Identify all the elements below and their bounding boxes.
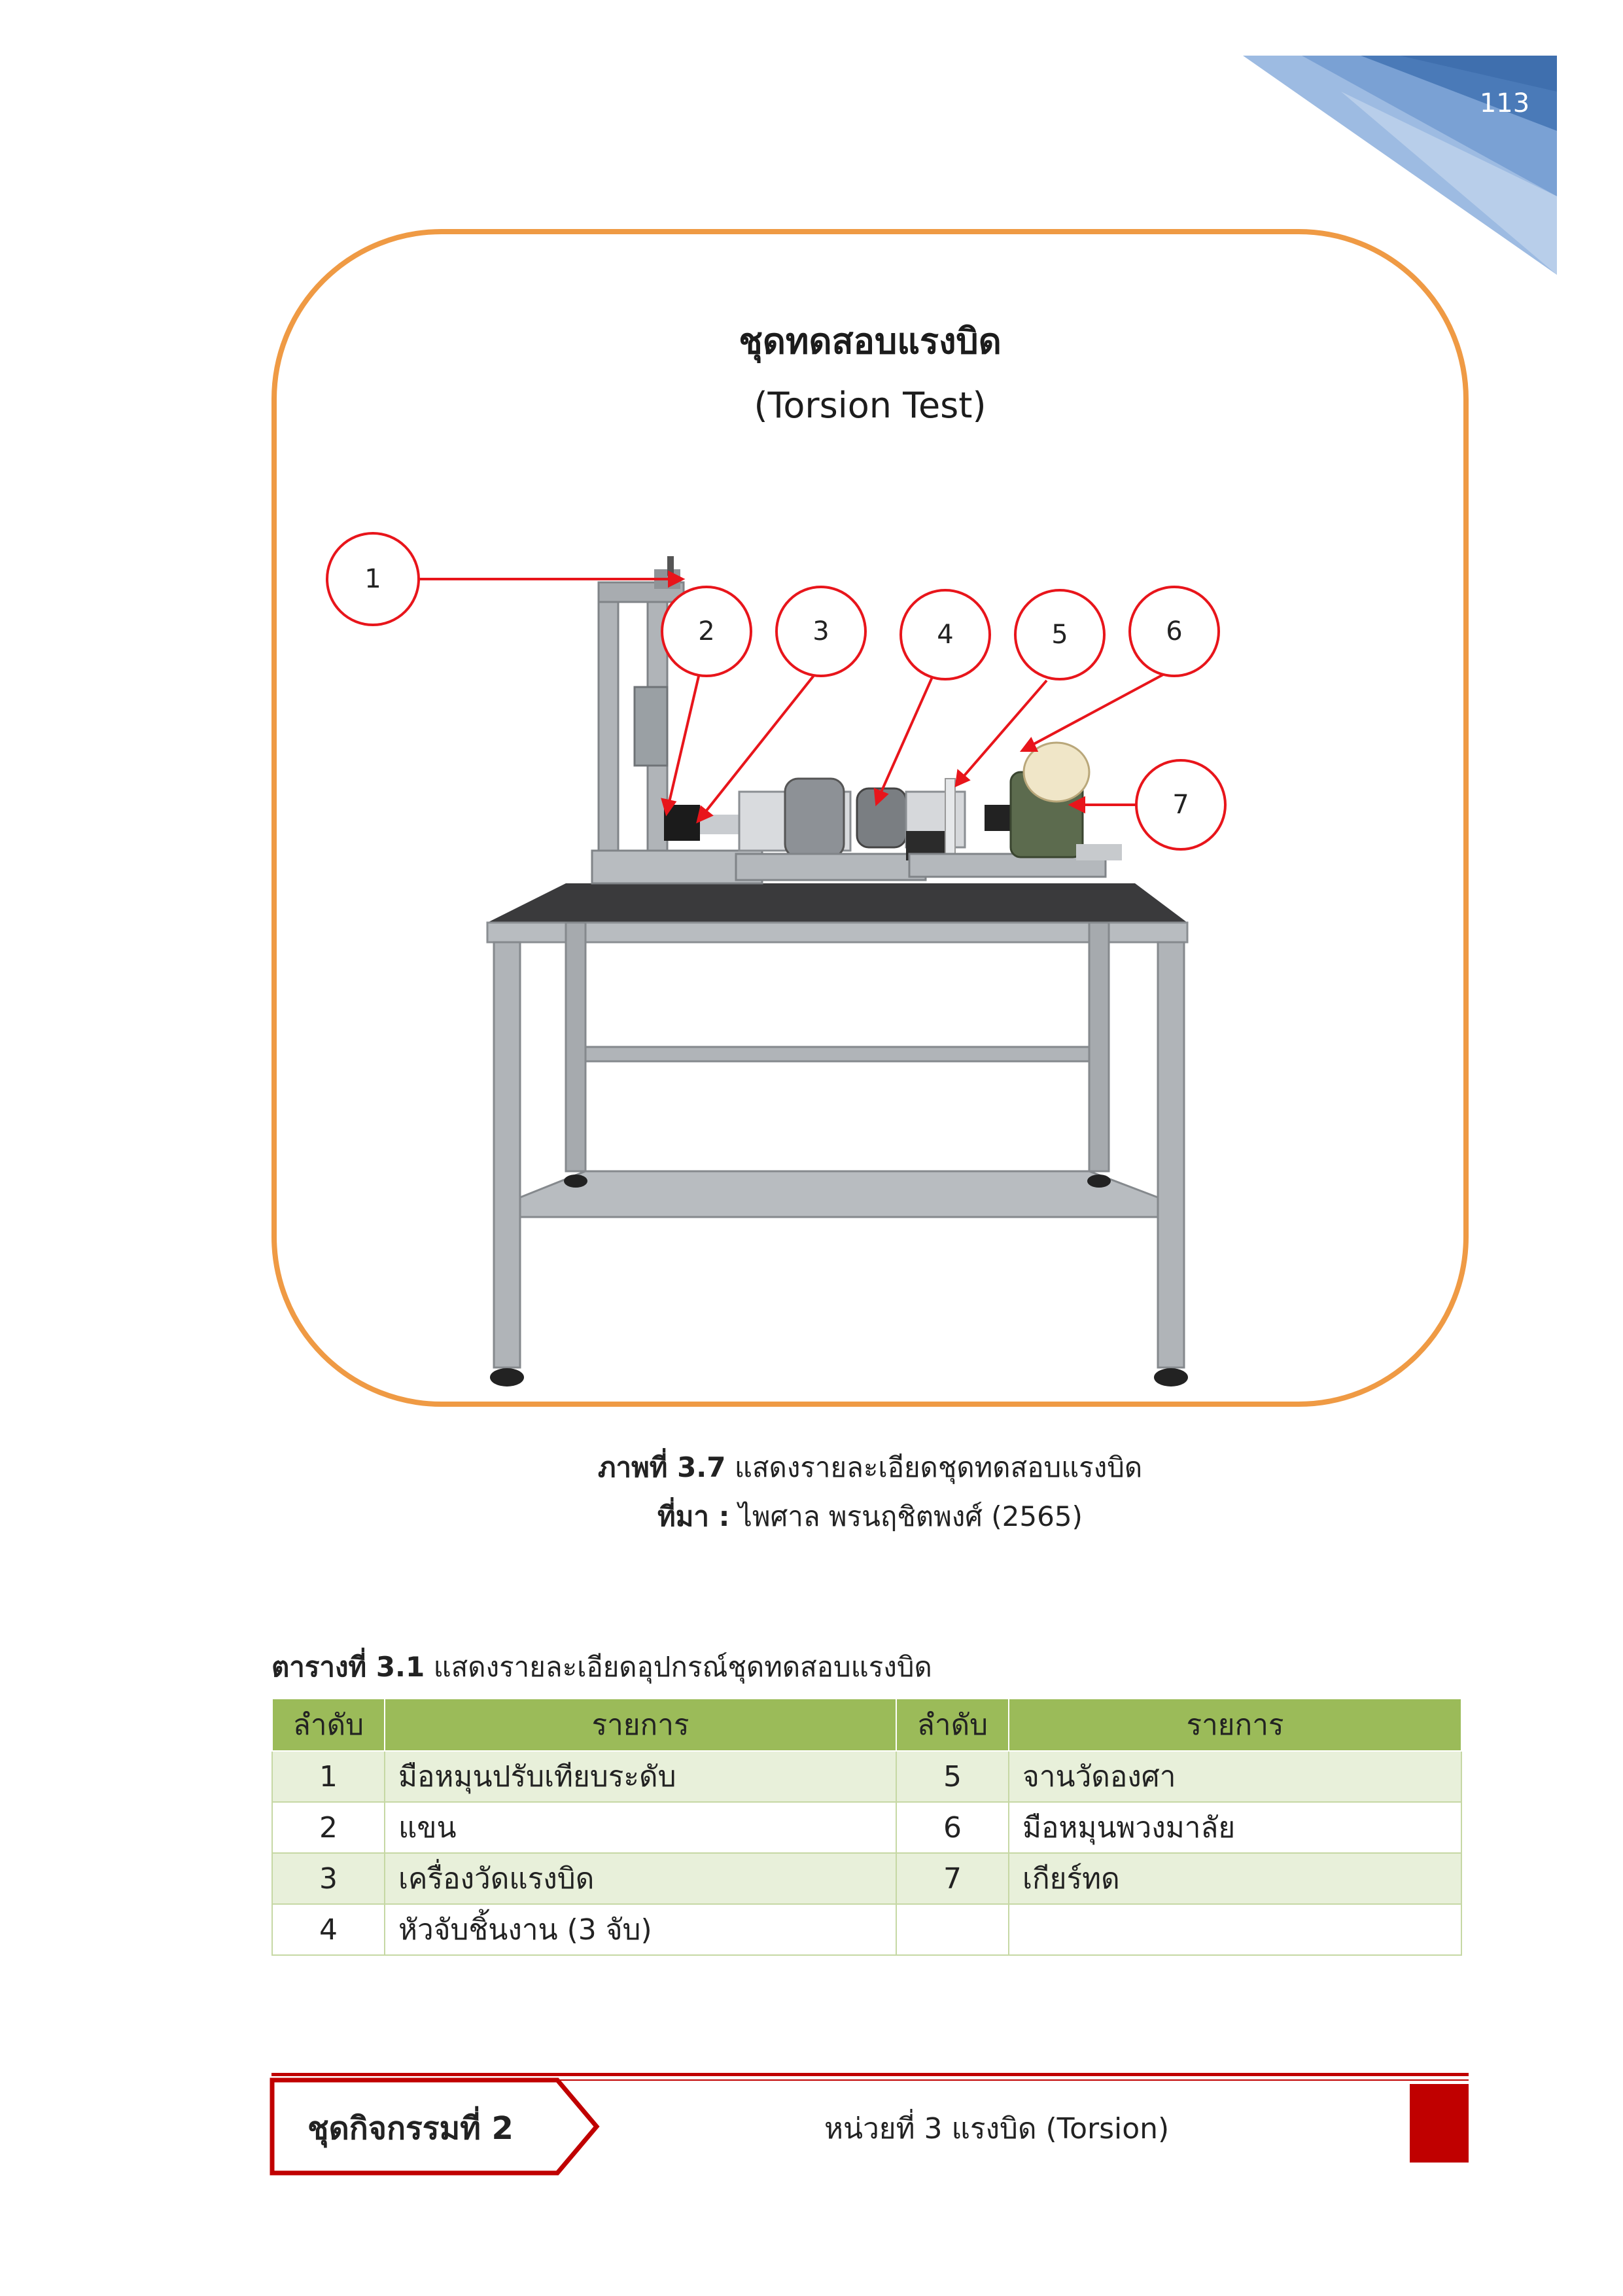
table-header-cell: ลำดับ bbox=[272, 1699, 385, 1751]
footer-rule bbox=[271, 2073, 1469, 2076]
table-row bbox=[272, 1904, 1461, 1955]
table-top bbox=[487, 883, 1187, 923]
table-cell: 5 bbox=[896, 1751, 1009, 1802]
figure-title-thai: ชุดทดสอบแรงบิด bbox=[739, 321, 1002, 362]
page-number: 113 bbox=[1479, 88, 1530, 118]
table-row bbox=[272, 1751, 1461, 1802]
footer-accent-box bbox=[1410, 2084, 1469, 2163]
equipment-table bbox=[271, 1698, 1462, 1956]
torsion-test-machine-illustration bbox=[271, 229, 1469, 1407]
table-cell: 1 bbox=[272, 1751, 385, 1802]
callout-label-3: 3 bbox=[812, 616, 829, 646]
callout-label-1: 1 bbox=[364, 564, 381, 594]
callout-label-4: 4 bbox=[937, 620, 954, 650]
table-cell: มือหมุนพวงมาลัย bbox=[1009, 1802, 1461, 1853]
table-cell: มือหมุนปรับเทียบระดับ bbox=[385, 1751, 896, 1802]
table-cell bbox=[1009, 1904, 1461, 1955]
callout-label-2: 2 bbox=[698, 616, 715, 646]
table-cell: 7 bbox=[896, 1853, 1009, 1904]
figure-source-label: ที่มา : bbox=[657, 1500, 730, 1532]
unit-label: หน่วยที่ 3 แรงบิด (Torsion) bbox=[824, 2112, 1170, 2146]
figure-caption bbox=[271, 1446, 1469, 1489]
figure-source bbox=[271, 1495, 1469, 1538]
table-cell: เกียร์ทด bbox=[1009, 1853, 1461, 1904]
callout-label-6: 6 bbox=[1166, 616, 1183, 646]
figure-source-text: ไพศาล พรนฤชิตพงศ์ (2565) bbox=[729, 1500, 1083, 1532]
table-title-text: แสดงรายละเอียดอุปกรณ์ชุดทดสอบแรงบิด bbox=[425, 1651, 932, 1683]
callout-label-7: 7 bbox=[1172, 790, 1189, 820]
table-cell: 3 bbox=[272, 1853, 385, 1904]
table-row bbox=[272, 1853, 1461, 1904]
table-title bbox=[271, 1646, 932, 1689]
activity-label: ชุดกิจกรรมที่ 2 bbox=[307, 2110, 514, 2147]
table-row bbox=[272, 1802, 1461, 1853]
table-cell: เครื่องวัดแรงบิด bbox=[385, 1853, 896, 1904]
figure-caption-text: แสดงรายละเอียดชุดทดสอบแรงบิด bbox=[725, 1451, 1143, 1483]
table-header-row bbox=[272, 1699, 1461, 1751]
figure-caption-label: ภาพที่ 3.7 bbox=[597, 1451, 726, 1483]
table-cell: หัวจับชิ้นงาน (3 จับ) bbox=[385, 1904, 896, 1955]
callout-label-5: 5 bbox=[1051, 620, 1068, 650]
table-cell bbox=[896, 1904, 1009, 1955]
table-cell: 4 bbox=[272, 1904, 385, 1955]
table-header-cell: รายการ bbox=[1009, 1699, 1461, 1751]
table-cell: 2 bbox=[272, 1802, 385, 1853]
figure-title-english: (Torsion Test) bbox=[754, 385, 986, 426]
table-cell: จานวัดองศา bbox=[1009, 1751, 1461, 1802]
table-header-cell: ลำดับ bbox=[896, 1699, 1009, 1751]
table-header-cell: รายการ bbox=[385, 1699, 896, 1751]
table-title-label: ตารางที่ 3.1 bbox=[271, 1651, 425, 1683]
table-cell: 6 bbox=[896, 1802, 1009, 1853]
table-cell: แขน bbox=[385, 1802, 896, 1853]
